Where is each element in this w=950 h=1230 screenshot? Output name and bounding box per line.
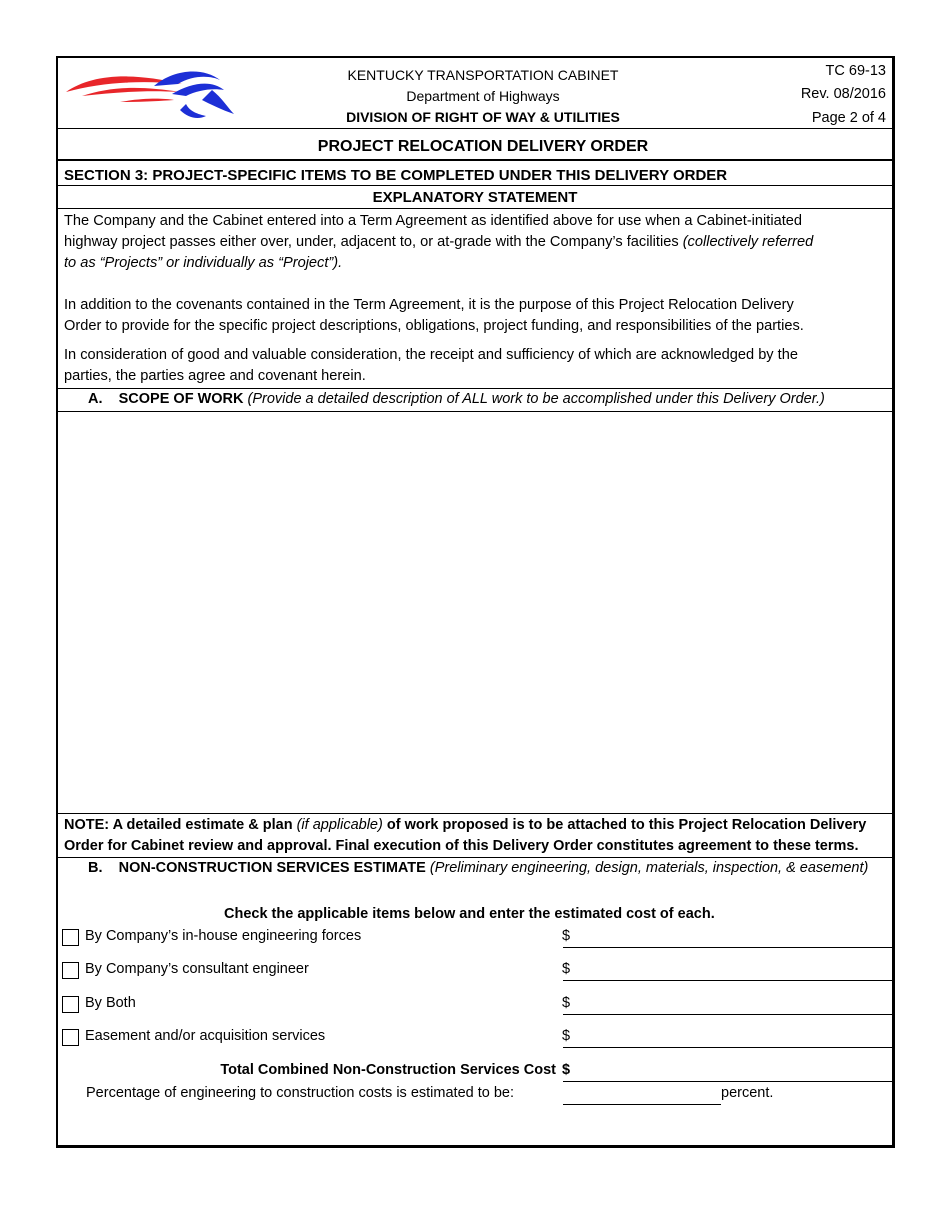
cost-underline — [563, 947, 892, 948]
label-in-house-engineering: By Company’s in-house engineering forces — [85, 928, 362, 944]
dollar-sign: $ — [562, 995, 571, 1011]
explanatory-paragraph-3 — [64, 345, 884, 387]
paragraph-line: Order to provide for the specific project descriptions, obligations, project funding, and responsibilities of the parties. — [64, 318, 804, 334]
dollar-sign: $ — [562, 961, 571, 977]
consultant-engineer-cost-field[interactable] — [578, 961, 888, 979]
scope-heading — [88, 391, 825, 407]
section3-title: SECTION 3: PROJECT-SPECIFIC ITEMS TO BE COMPLETED UNDER THIS DELIVERY ORDER — [64, 167, 728, 184]
form-page — [56, 56, 895, 1148]
cost-underline — [563, 1081, 892, 1082]
page-number: Page 2 of 4 — [811, 110, 886, 126]
divider — [58, 208, 892, 209]
percentage-field[interactable] — [563, 1085, 719, 1103]
note-line: Order for Cabinet review and approval. Final execution of this Delivery Order constitutes agreement to these terms. — [64, 838, 859, 854]
cost-underline — [563, 1014, 892, 1015]
label-easement-acquisition: Easement and/or acquisition services — [85, 1028, 326, 1044]
divider — [58, 185, 892, 186]
estimate-note — [64, 815, 884, 857]
label-consultant-engineer: By Company’s consultant engineer — [85, 961, 309, 977]
form-title: PROJECT RELOCATION DELIVERY ORDER — [317, 138, 649, 155]
department-name: Department of Highways — [406, 88, 560, 104]
division-name: DIVISION OF RIGHT OF WAY & UTILITIES — [346, 109, 620, 125]
paragraph-text: highway project passes either over, under, adjacent to, or at-grade with the Company’s facilities — [64, 234, 683, 250]
checkbox-consultant-engineer[interactable] — [62, 962, 79, 979]
percentage-label: Percentage of engineering to construction costs is estimated to be: — [86, 1085, 514, 1101]
label-by-both: By Both — [85, 995, 136, 1011]
paragraph-line: parties, the parties agree and covenant herein. — [64, 368, 366, 384]
note-text: NOTE: A detailed estimate & plan — [64, 817, 297, 833]
divider — [58, 128, 892, 129]
scope-letter: A. — [88, 391, 103, 407]
paragraph-italic-text: (collectively referred — [682, 234, 814, 250]
dollar-sign: $ — [562, 1028, 571, 1044]
divider — [58, 813, 892, 814]
section-b-letter: B. — [88, 860, 103, 876]
explanatory-paragraph-1 — [64, 211, 884, 274]
percentage-underline — [563, 1104, 721, 1105]
paragraph-line: The Company and the Cabinet entered into a Term Agreement as identified above for use when a Cabinet-initiated — [64, 213, 802, 229]
section-b-title: NON-CONSTRUCTION SERVICES ESTIMATE — [118, 860, 426, 876]
paragraph-italic-text: to as “Projects” or individually as “Project”). — [64, 255, 343, 271]
note-line — [64, 815, 884, 836]
total-cost-field[interactable] — [578, 1062, 888, 1080]
explanatory-paragraph-2 — [64, 295, 884, 337]
form-number: TC 69-13 — [825, 63, 886, 79]
by-both-cost-field[interactable] — [578, 995, 888, 1013]
paragraph-line: In consideration of good and valuable consideration, the receipt and sufficiency of which are acknowledged by the — [64, 347, 798, 363]
section-b-instruction: (Preliminary engineering, design, materials, inspection, & easement) — [429, 860, 869, 876]
scope-instruction: (Provide a detailed description of ALL work to be accomplished under this Delivery Order.) — [247, 391, 825, 407]
paragraph-line — [64, 232, 884, 253]
note-italic-text: (if applicable) — [296, 817, 383, 833]
checkbox-by-both[interactable] — [62, 996, 79, 1013]
check-instruction: Check the applicable items below and enter the estimated cost of each. — [224, 906, 715, 922]
total-dollar-sign: $ — [562, 1062, 571, 1078]
scope-title: SCOPE OF WORK — [118, 391, 244, 407]
revision-date: Rev. 08/2016 — [800, 86, 886, 102]
checkbox-easement-acquisition[interactable] — [62, 1029, 79, 1046]
dollar-sign: $ — [562, 928, 571, 944]
paragraph-line: In addition to the covenants contained in the Term Agreement, it is the purpose of this Project Relocation Delivery — [64, 297, 794, 313]
ktc-logo-icon — [62, 64, 238, 124]
cost-underline — [563, 1047, 892, 1048]
divider — [58, 857, 892, 858]
checkbox-in-house-engineering[interactable] — [62, 929, 79, 946]
cost-underline — [563, 980, 892, 981]
note-text: of work proposed is to be attached to this Project Relocation Delivery — [382, 817, 867, 833]
percentage-suffix: percent. — [721, 1085, 774, 1101]
easement-acquisition-cost-field[interactable] — [578, 1028, 888, 1046]
agency-name: KENTUCKY TRANSPORTATION CABINET — [347, 67, 619, 83]
scope-of-work-field[interactable] — [58, 412, 892, 812]
in-house-engineering-cost-field[interactable] — [578, 928, 888, 946]
divider — [58, 159, 892, 161]
total-cost-label: Total Combined Non-Construction Services Cost — [220, 1062, 556, 1078]
non-construction-heading — [88, 860, 868, 876]
explanatory-heading: EXPLANATORY STATEMENT — [372, 189, 578, 206]
divider — [58, 388, 892, 389]
